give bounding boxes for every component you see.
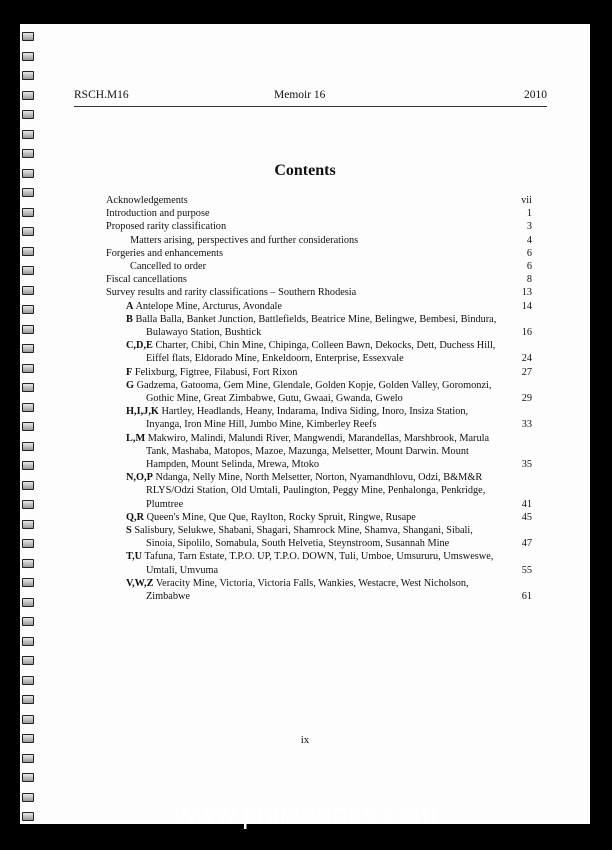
toc-page-number: 14 — [521, 300, 532, 312]
toc-page-number: 55 — [521, 564, 532, 576]
toc-entry-text — [106, 432, 502, 472]
toc-entry-text — [106, 339, 502, 365]
toc-entry — [106, 577, 532, 603]
spiral-coil — [22, 110, 34, 119]
toc-page-number: 27 — [521, 366, 532, 378]
toc-page-number: 3 — [526, 221, 532, 233]
toc-entry-key: C,D,E — [126, 340, 153, 352]
spiral-coil — [22, 578, 34, 587]
spiral-coil — [22, 500, 34, 509]
spiral-coil — [22, 754, 34, 763]
toc-entry-text — [106, 405, 502, 431]
toc-entry-label: Ndanga, Nelly Mine, North Melsetter, Norton, Nyamandhlovu, Odzi, B&M&R RLYS/Odzi Station, Old Umtali, Paulington, Peggy Mine, Penhalonga, Penkridge, Plumtree — [146, 472, 486, 510]
spiral-coil — [22, 520, 34, 529]
toc-entry-text: Forgeries and enhancements — [106, 247, 224, 259]
spiral-coil — [22, 130, 34, 139]
toc-entry-text: Acknowledgements — [106, 195, 188, 206]
toc-page-number: 1 — [526, 208, 532, 220]
toc-entry — [106, 273, 532, 286]
toc-entry — [106, 339, 532, 365]
spiral-coil — [22, 461, 34, 470]
toc-entry — [106, 550, 532, 576]
spiral-coil — [22, 617, 34, 626]
spiral-coil — [22, 266, 34, 275]
toc-page-number: vii — [521, 195, 532, 206]
toc-entry-label: Makwiro, Malindi, Malundi River, Mangwendi, Marandellas, Marshbrook, Marula Tank, Mashaba, Matopos, Mazoe, Mazunga, Melsetter, Mount Darwin. Mount Hampden, Mount Selinda, Mrewa, Mtoko — [146, 432, 490, 471]
spiral-coil — [22, 715, 34, 724]
toc-entry-text: Fiscal cancellations — [106, 274, 187, 286]
spiral-coil — [22, 188, 34, 197]
toc-entry-key: A — [126, 300, 134, 312]
spiral-coil — [22, 637, 34, 646]
toc-entry-text — [106, 379, 502, 405]
toc-page-number: 45 — [521, 511, 532, 523]
toc-entry-text — [106, 524, 502, 550]
toc-entry — [106, 300, 532, 313]
spiral-coil — [22, 559, 34, 568]
toc-entry — [106, 471, 532, 511]
toc-entry — [106, 432, 532, 472]
toc-entry-key: N,O,P — [126, 472, 153, 484]
spiral-coil — [22, 364, 34, 373]
spiral-coil — [22, 325, 34, 334]
toc-entry-text — [106, 300, 502, 313]
toc-entry — [106, 524, 532, 550]
toc-page-number: 29 — [521, 393, 532, 405]
toc-entry — [106, 260, 532, 273]
spiral-binding — [20, 24, 34, 824]
toc-entry-label: Veracity Mine, Victoria, Victoria Falls, Wankies, Westacre, West Nicholson, Zimbabwe — [146, 577, 469, 603]
toc-entry-text: Survey results and rarity classifications – Southern Rhodesia — [106, 287, 357, 299]
toc-page-number: 4 — [526, 234, 532, 246]
toc-entry-text: Proposed rarity classification — [106, 221, 227, 233]
spiral-coil — [22, 149, 34, 158]
toc-entry — [106, 379, 532, 405]
spiral-coil — [22, 539, 34, 548]
toc-entry-text: Matters arising, perspectives and further considerations — [130, 234, 359, 246]
toc-page-number: 61 — [521, 591, 532, 603]
toc-entry — [106, 286, 532, 299]
toc-entry — [106, 405, 532, 431]
spiral-coil — [22, 695, 34, 704]
spiral-coil — [22, 305, 34, 314]
toc-entry-text — [106, 313, 502, 339]
contents-title: Contents — [274, 162, 336, 179]
toc-page-number: 13 — [521, 287, 532, 299]
header-title: Memoir 16 — [274, 89, 326, 101]
toc-page-number: 16 — [521, 327, 532, 339]
toc-entry-text — [106, 550, 502, 576]
spiral-coil — [22, 773, 34, 782]
spiral-coil — [22, 656, 34, 665]
toc-entry-label: Tafuna, Tarn Estate, T.P.O. UP, T.P.O. DOWN, Tuli, Umboe, Umsururu, Umsweswe, Umtali, Umvuma — [144, 551, 494, 576]
toc-entry-key: S — [126, 525, 132, 537]
toc-entry-text — [106, 366, 502, 379]
toc-entry-key: F — [126, 366, 133, 378]
toc-page-number: 6 — [526, 247, 532, 259]
spiral-coil — [22, 286, 34, 295]
spiral-coil — [22, 383, 34, 392]
toc-entry — [106, 234, 532, 247]
toc-entry-label: Balla Balla, Banket Junction, Battlefields, Beatrice Mine, Belingwe, Bembesi, Bindura, Bulawayo Station, Bushtick — [135, 313, 497, 339]
toc-page-number: 35 — [521, 459, 532, 471]
toc-entry-text — [106, 471, 502, 511]
toc-entry-key: V,W,Z — [126, 577, 154, 589]
toc-entry-label: Hartley, Headlands, Heany, Indarama, Indiva Siding, Inoro, Insiza Station, Inyanga, Iron Mine Hill, Jumbo Mine, Kimberley Reefs — [146, 406, 469, 431]
spiral-coil — [22, 422, 34, 431]
toc-entry — [106, 366, 532, 379]
toc-entry-label: Felixburg, Figtree, Filabusi, Fort Rixon — [134, 366, 298, 378]
spiral-coil — [22, 676, 34, 685]
header-year: 2010 — [524, 89, 547, 101]
header-rule — [74, 106, 547, 107]
toc-entry-key: L,M — [126, 432, 146, 444]
toc-page-number: 33 — [521, 419, 532, 431]
spiral-coil — [22, 598, 34, 607]
toc-entry-key: H,I,J,K — [126, 406, 159, 418]
toc-page-number: 41 — [521, 498, 532, 510]
spiral-coil — [22, 52, 34, 61]
toc-entry-text — [106, 511, 502, 524]
spiral-coil — [22, 91, 34, 100]
table-of-contents — [106, 194, 532, 603]
toc-page-number: 24 — [521, 353, 532, 365]
spiral-coil — [22, 227, 34, 236]
document-page — [20, 24, 590, 824]
toc-entry-text: Introduction and purpose — [106, 208, 210, 220]
toc-entry-label: Charter, Chibi, Chin Mine, Chipinga, Colleen Bawn, Dekocks, Dett, Duchess Hill, Eiffel flats, Eldorado Mine, Enkeldoorn, Enterprise, Essexvale — [146, 340, 496, 365]
toc-entry-key: T,U — [126, 551, 143, 563]
toc-entry-label: Salisbury, Selukwe, Shabani, Shagari, Shamrock Mine, Shamva, Shangani, Sibali, Sinoia, Sipolilo, Somabula, South Helvetia, Steynstroom, Susannah Mine — [134, 525, 473, 550]
spiral-coil — [22, 247, 34, 256]
toc-entry — [106, 220, 532, 233]
toc-page-number: 8 — [526, 274, 532, 286]
spiral-coil — [22, 32, 34, 41]
header-reference: RSCH.M16 — [74, 89, 129, 101]
spiral-coil — [22, 344, 34, 353]
toc-entry-label: Antelope Mine, Arcturus, Avondale — [135, 300, 282, 312]
spiral-coil — [22, 481, 34, 490]
spiral-coil — [22, 442, 34, 451]
toc-entry — [106, 511, 532, 524]
toc-entry-key: Q,R — [126, 511, 145, 523]
toc-entry-key: B — [126, 313, 133, 325]
toc-entry-text: Cancelled to order — [130, 261, 207, 273]
toc-entry — [106, 247, 532, 260]
spiral-coil — [22, 208, 34, 217]
toc-entry — [106, 207, 532, 220]
toc-entry — [106, 194, 532, 207]
toc-entry-label: Queen's Mine, Que Que, Raylton, Rocky Spruit, Ringwe, Rusape — [146, 511, 416, 523]
watermark: www.philabooks.com — [175, 798, 437, 829]
spiral-coil — [22, 403, 34, 412]
toc-page-number: 47 — [521, 538, 532, 550]
toc-entry — [106, 313, 532, 339]
toc-entry-text — [106, 577, 502, 603]
toc-page-number: 6 — [526, 261, 532, 273]
page-number: ix — [300, 734, 310, 746]
spiral-coil — [22, 71, 34, 80]
toc-entry-label: Gadzema, Gatooma, Gem Mine, Glendale, Golden Kopje, Golden Valley, Goromonzi, Gothic Mine, Great Zimbabwe, Gutu, Gwaai, Gwanda, Gwelo — [136, 379, 492, 405]
toc-entry-key: G — [126, 379, 135, 391]
